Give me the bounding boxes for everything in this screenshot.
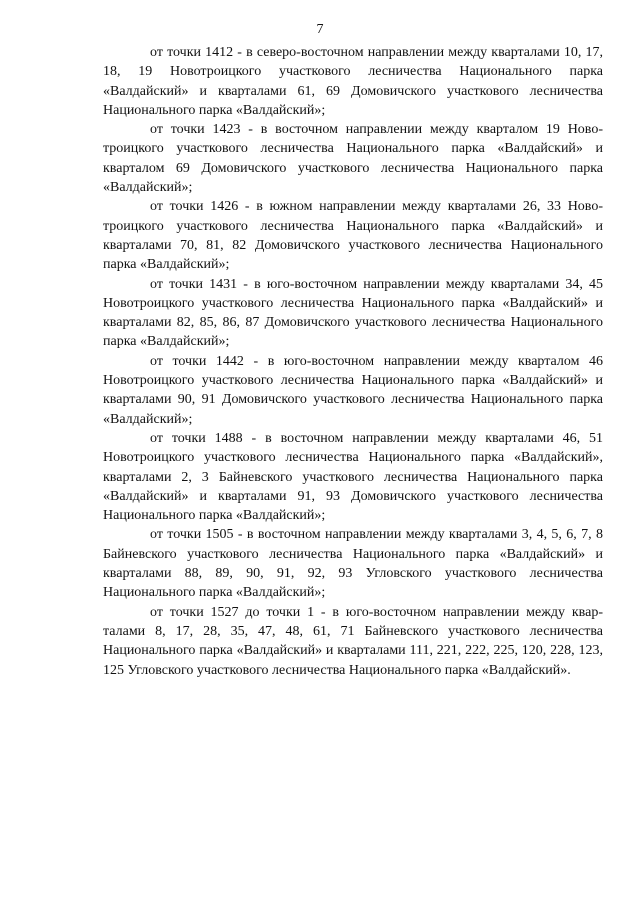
paragraph-point-1426: от точки 1426 - в южном направлении между кварталами 26, 33 Новотроицкого участкового лесничества Национального парка «Валдайский» и кварталами 70, 81, 82 Домовичского участкового лесничества Национального парка «Валдайский»; [103,199,603,273]
paragraph-point-1488: от точки 1488 - в восточном направлении между кварталами 46, 51 Новотроицкого участкового лесничества Национального парка «Валдайский», кварталами 2, 3 Байневского участкового лесничества Национального парка «Валдайский» и кварталами 91, 93 Домовичского участкового лесничества Национального парка «Валдайский»; [103,430,603,524]
paragraph-point-1442: от точки 1442 - в юго-восточном направлении между кварталом 46 Новотроицкого участкового лесничества Национального парка «Валдайский» и кварталами 90, 91 Домовичского участкового лесничества Национального парка «Валдайский»; [103,353,603,427]
paragraph-point-1412: от точки 1412 - в северо-восточном направлении между кварталами 10, 17, 18, 19 Новотроицкого участкового лесничества Национального парка «Валдайский» и кварталами 61, 69 Домовичского участкового лесничества Национального парка «Валдайский»; [103,45,603,118]
paragraph-point-1505: от точки 1505 - в восточном направлении между кварталами 3, 4, 5, 6, 7, 8 Байневского участкового лесничества Национального парка «Валдайский» и кварталами 88, 89, 90, 91, 92, 93 Угловского участкового лесничества Национального парка «Валдайский»; [103,527,603,601]
page-number: 7 [316,22,324,37]
document-body [103,43,603,680]
paragraph-point-1527: от точки 1527 до точки 1 - в юго-восточном направлении между кварталами 8, 17, 28, 35, 47, 48, 61, 71 Байневского участкового лесничества Национального парка «Валдайский» и кварталами 111, 221, 222, 225, 120, 228, 123, 125 Угловского участкового лесничества Национального парка «Валдайский». [103,604,603,678]
paragraph-point-1431: от точки 1431 - в юго-восточном направлении между кварталами 34, 45 Новотроицкого участкового лесничества Национального парка «Валдайский» и кварталами 82, 85, 86, 87 Домовичского участкового лесничества Национального парка «Валдайский»; [103,276,603,350]
paragraph-point-1423: от точки 1423 - в восточном направлении между кварталом 19 Новотроицкого участкового лесничества Национального парка «Валдайский» и кварталом 69 Домовичского участкового лесничества Национального парка «Валдайский»; [103,122,603,196]
